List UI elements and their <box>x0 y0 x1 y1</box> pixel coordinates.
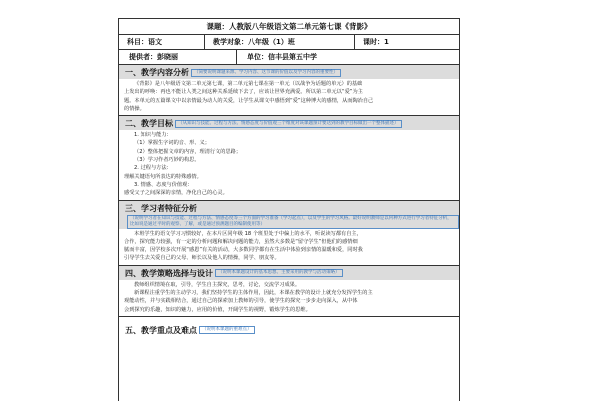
body-line: 感受父子之间深深的亲情，净化自己的心灵。 <box>124 190 228 197</box>
subject-cell <box>119 35 205 49</box>
section-note: （说明学习者在知识与技能、过程与方法、情感态度等三个方面的学习准备（学习起点），以及学生的学习风格。最好说明教师是以何种方式进行学习者特征分析，比如说是通过平时的观察、了解，或是通过预测题目的编制使用等） <box>127 215 459 229</box>
school-value: 信丰县第五中学 <box>268 53 317 61</box>
school-label: 单位： <box>247 53 268 61</box>
section-learner-analysis <box>119 201 459 266</box>
section-title: 一、教学内容分析 <box>125 68 189 77</box>
section-teaching-goals <box>119 116 459 200</box>
info-row-1 <box>119 35 459 50</box>
section-heading <box>119 266 459 280</box>
section-strategy <box>119 266 459 317</box>
lesson-plan-table <box>118 18 460 401</box>
body-line: 合作，探究能力较强，有一定的分析问题和解决问题的能力，虽然大多数是“留守学生”但他们的感情细 <box>124 238 358 245</box>
hours-cell <box>355 35 459 49</box>
section-heading <box>119 116 459 130</box>
body-line: 观能动性，并与实践相结合，通过自己的探索加上教师的引导，使学生的探究一步步走向深入，从中体 <box>124 298 358 305</box>
section-heading <box>119 323 459 337</box>
subject-label: 科目： <box>127 38 148 46</box>
section-body <box>119 130 459 199</box>
provider-value: 彭晓丽 <box>157 53 178 61</box>
body-line: 理解关键语句所表达的特殊感情。 <box>124 173 202 180</box>
body-line: （2）整体把握文章的内容，理清行文的思路； <box>134 148 242 155</box>
body-line: 新课程注重学生的主动学习，我们坚持学生的主体作用，因此，本课在教学的设计上就充分发挥学生的主 <box>134 290 373 297</box>
section-heading <box>119 201 459 229</box>
school-cell <box>237 50 459 64</box>
section-note: （说明本课题的重难点） <box>199 326 255 334</box>
body-line: 引导学生去关爱自己的父母、师长以及他人的情操，同学、朋友等。 <box>124 255 280 262</box>
target-label: 教学对象： <box>213 38 248 46</box>
body-line: 腻而丰富，因学校多次开展“感恩”有关的活动，大多数同学都有在生活中体验到亲情的温暖和爱，同时我 <box>124 247 363 254</box>
provider-label: 提供者： <box>129 53 157 61</box>
subject-value: 语文 <box>148 38 162 46</box>
target-cell <box>205 35 355 49</box>
info-row-2 <box>119 50 459 65</box>
body-line: 教师组织情境在取，引导，学生自主探究，思考，讨论，交流学习成果。 <box>134 281 301 288</box>
body-line: （3）学习作者巧妙的构思。 <box>134 157 200 164</box>
section-title: 二、教学目标 <box>125 119 173 129</box>
section-body <box>119 79 459 115</box>
hours-value: 1 <box>384 38 389 46</box>
body-line: 会到探究的乐趣，知识的魅力，应用的价值，开阔学生的视野，锻炼学生的思维。 <box>124 306 311 313</box>
body-line: 本班学生的语文学习习惯较好，在本片区同年级 18 个班里处于中偏上的水平，听说读写都有自主， <box>134 230 362 237</box>
section-title: 五、教学重点及难点 <box>125 325 197 335</box>
hours-label: 课时： <box>363 38 384 46</box>
body-line: 的情操。 <box>124 105 145 112</box>
body-line: 上发出的呼唤：再也不能让人类之间这种关系延续下去了，应该让世界充满爱。所以第二单元以“爱”为主 <box>124 89 363 96</box>
title-value: 人教版八年级语文第二单元第七课《背影》 <box>229 22 372 31</box>
section-key-points <box>119 317 459 337</box>
section-title: 三、学习者特征分析 <box>125 203 197 213</box>
section-note: （简要说明课题来源、学习内容、这节课的价值以及学习内容的重要性） <box>191 69 341 77</box>
body-line: 1. 知识与能力： <box>134 132 172 139</box>
section-note: （从知识与技能、过程与方法、情感态度与价值观三个维度对该课题预计要达到的教学目标做出一个整体描述） <box>175 120 402 128</box>
section-title: 四、教学策略选择与设计 <box>125 268 213 278</box>
title-row <box>119 19 459 35</box>
body-line: 2. 过程与方法： <box>134 165 172 172</box>
section-content-analysis <box>119 65 459 116</box>
body-line: 题。本单元的五篇课文中以亲情最为动人的关爱，让学生从课文中感悟到“爱”这种博大的感情，从而陶冶自己 <box>124 97 374 104</box>
provider-cell <box>119 50 237 64</box>
section-body <box>119 229 459 265</box>
section-heading <box>119 65 459 79</box>
body-line: （1）掌握生字词的音、形、义； <box>134 140 210 147</box>
title-label: 课题： <box>206 22 229 31</box>
section-note: （说明本课题设计的基本思想、主要采用的教学与活动策略） <box>215 269 343 277</box>
body-line: 《背影》是八年级语文第二单元第七课，第二单元第七课在第一单元（以战争为话题的单元）的基础 <box>134 81 363 87</box>
target-value: 八年级（1）班 <box>248 38 295 46</box>
body-line: 3. 情感、态度与价值观： <box>134 181 193 188</box>
section-body <box>119 280 459 316</box>
